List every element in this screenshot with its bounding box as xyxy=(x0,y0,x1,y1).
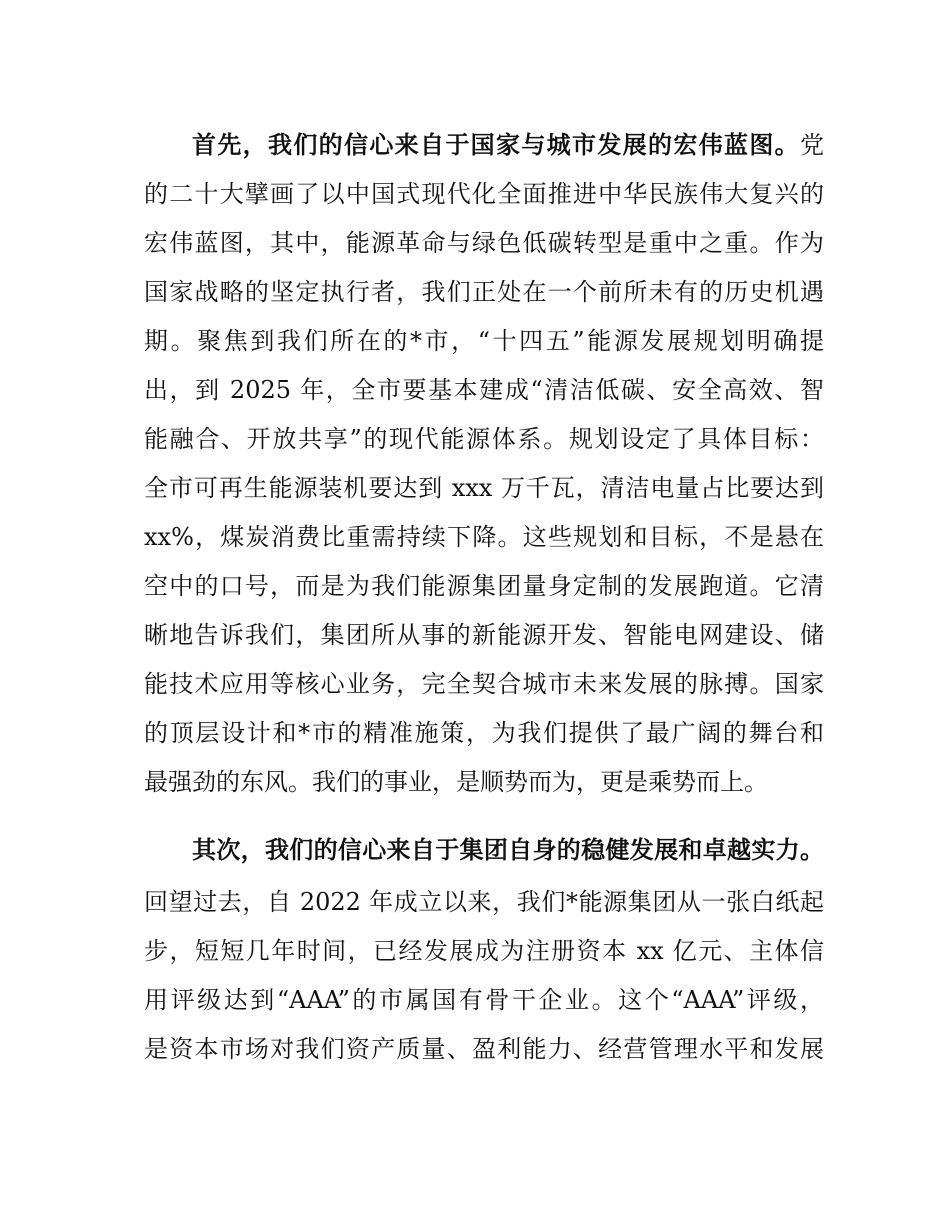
paragraph-2-line-1: 回望过去，自 2022 年成立以来，我们*能源集团从一张白纸起 xyxy=(144,888,824,916)
paragraph-1-line-1 xyxy=(192,125,824,165)
paragraph-2-heading: 其次，我们的信心来自于集团自身的稳健发展和卓越实力。 xyxy=(192,836,824,864)
paragraph-1-line-6: 出，到 2025 年，全市要基本建成“清洁低碳、安全高效、智 xyxy=(144,376,824,404)
paragraph-1-line-3: 宏伟蓝图，其中，能源革命与绿色低碳转型是重中之重。作为 xyxy=(144,229,824,257)
paragraph-1-line-10: 空中的口号，而是为我们能源集团量身定制的发展跑道。它清 xyxy=(144,572,824,600)
paragraph-1-line-9: xx%，煤炭消费比重需持续下降。这些规划和目标，不是悬在 xyxy=(144,523,824,551)
paragraph-1-line-8: 全市可再生能源装机要达到 xxx 万千瓦，清洁电量占比要达到 xyxy=(144,474,824,502)
paragraph-1-heading-tail: 党 xyxy=(800,131,824,159)
paragraph-2-line-4: 是资本市场对我们资产质量、盈利能力、经营管理水平和发展 xyxy=(144,1035,824,1063)
paragraph-1-heading: 首先，我们的信心来自于国家与城市发展的宏伟蓝图。 xyxy=(192,131,800,159)
paragraph-1-line-2: 的二十大擘画了以中国式现代化全面推进中华民族伟大复兴的 xyxy=(144,180,824,208)
paragraph-2-line-2: 步，短短几年时间，已经发展成为注册资本 xx 亿元、主体信 xyxy=(144,937,824,965)
paragraph-1-line-5: 期。聚焦到我们所在的*市，“十四五”能源发展规划明确提 xyxy=(144,327,824,355)
paragraph-1-line-7: 能融合、开放共享”的现代能源体系。规划设定了具体目标： xyxy=(144,425,824,453)
paragraph-1-line-14: 最强劲的东风。我们的事业，是顺势而为，更是乘势而上。 xyxy=(144,768,768,796)
paragraph-2-line-3: 用评级达到“AAA”的市属国有骨干企业。这个“AAA”评级， xyxy=(144,986,824,1014)
paragraph-1-line-13: 的顶层设计和*市的精准施策，为我们提供了最广阔的舞台和 xyxy=(144,719,824,747)
paragraph-1-line-12: 能技术应用等核心业务，完全契合城市未来发展的脉搏。国家 xyxy=(144,670,824,698)
paragraph-1-line-11: 晰地告诉我们，集团所从事的新能源开发、智能电网建设、储 xyxy=(144,621,824,649)
paragraph-1-line-4: 国家战略的坚定执行者，我们正处在一个前所未有的历史机遇 xyxy=(144,278,824,306)
